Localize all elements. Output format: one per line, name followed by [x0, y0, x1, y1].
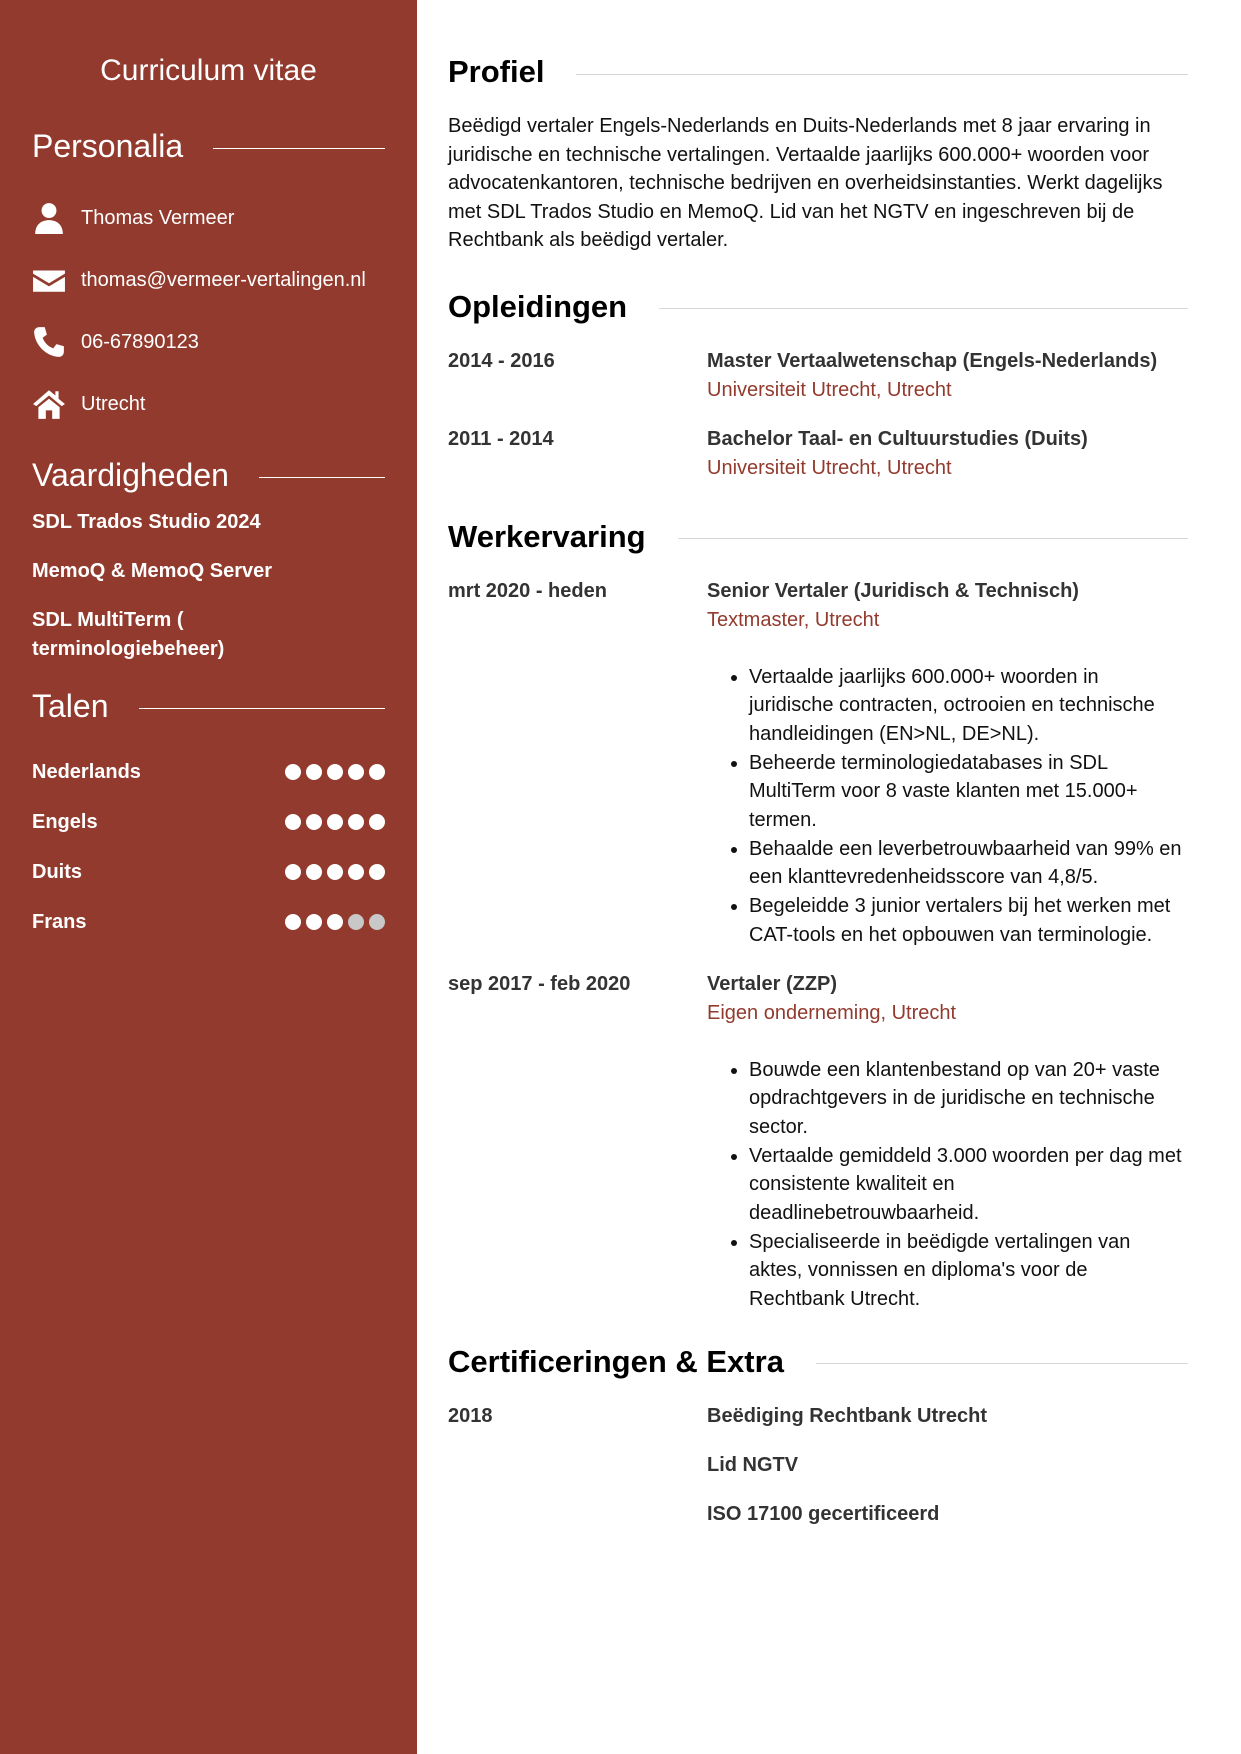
experience-section — [448, 519, 1188, 1314]
entry-date: sep 2017 - feb 2020 — [448, 972, 631, 995]
skills-heading-label: Vaardigheden — [32, 457, 229, 493]
level-dot-filled — [327, 914, 343, 930]
contact-location — [32, 373, 385, 435]
certification-item: Beëdiging Rechtbank Utrecht — [707, 1404, 988, 1427]
language-level — [285, 764, 385, 780]
level-dot-filled — [306, 764, 322, 780]
certifications-heading — [448, 1344, 1188, 1380]
person-icon — [32, 201, 66, 235]
entry-date: 2014 - 2016 — [448, 349, 555, 372]
contact-email-value[interactable]: thomas@vermeer-vertalingen.nl — [81, 268, 366, 291]
entry-date: 2018 — [448, 1404, 493, 1427]
entry-title: Bachelor Taal- en Cultuurstudies (Duits) — [707, 427, 1088, 450]
language-level — [285, 864, 385, 880]
entry-date: mrt 2020 - heden — [448, 579, 607, 602]
contact-email — [32, 249, 385, 311]
entry-body — [707, 577, 1188, 950]
language-level — [285, 914, 385, 930]
heading-divider — [259, 477, 385, 478]
level-dot-filled — [327, 864, 343, 880]
phone-icon — [32, 325, 66, 359]
contact-name — [32, 187, 385, 249]
personal-heading — [32, 128, 385, 165]
language-name: Nederlands — [32, 760, 141, 783]
bullet-item: • Vertaalde gemiddeld 3.000 woorden per dag met consistente kwaliteit en deadlinebetrouwbaarheid. — [749, 1142, 1188, 1228]
contact-location-value: Utrecht — [81, 392, 146, 415]
entry-organization: Universiteit Utrecht, Utrecht — [707, 456, 952, 479]
education-entry — [448, 425, 1188, 483]
level-dot-filled — [369, 864, 385, 880]
level-dot-filled — [285, 864, 301, 880]
certifications-heading-label: Certificeringen & Extra — [448, 1343, 784, 1379]
entry-body — [707, 970, 1188, 1314]
contact-phone — [32, 311, 385, 373]
level-dot-filled — [327, 814, 343, 830]
level-dot-filled — [306, 914, 322, 930]
bullet-item: • Specialiseerde in beëdigde vertalingen van aktes, vonnissen en diploma's voor de Rechtbank Utrecht. — [749, 1228, 1188, 1314]
entry-title: Senior Vertaler (Juridisch & Technisch) — [707, 579, 1079, 602]
skill-item: MemoQ & MemoQ Server — [32, 560, 273, 582]
education-heading — [448, 289, 1188, 325]
skill-item: SDL MultiTerm ( terminologiebeheer) — [32, 609, 225, 660]
level-dot-filled — [306, 864, 322, 880]
entry-organization: Eigen onderneming, Utrecht — [707, 1001, 957, 1024]
entry-bullets — [707, 1056, 1188, 1314]
certification-item: ISO 17100 gecertificeerd — [707, 1502, 940, 1525]
document-title: Curriculum vitae — [100, 54, 317, 87]
home-icon — [32, 387, 66, 421]
entry-date: 2011 - 2014 — [448, 427, 554, 450]
experience-entry — [448, 577, 1188, 950]
heading-divider — [659, 308, 1188, 309]
certification-item: Lid NGTV — [707, 1453, 799, 1476]
heading-divider — [576, 74, 1188, 75]
language-row — [32, 897, 385, 947]
level-dot-filled — [285, 764, 301, 780]
profile-heading — [448, 54, 1188, 90]
education-entry — [448, 347, 1188, 405]
entry-body — [707, 1402, 1188, 1529]
bullet-item: • Behaalde een leverbetrouwbaarheid van 99% en een klanttevredenheidsscore van 4,8/5. — [749, 835, 1188, 892]
language-row — [32, 797, 385, 847]
heading-divider — [816, 1363, 1188, 1364]
bullet-item: • Beheerde terminologiedatabases in SDL MultiTerm voor 8 vaste klanten met 15.000+ termen. — [749, 749, 1188, 835]
language-row — [32, 847, 385, 897]
languages-list — [32, 747, 385, 947]
languages-heading-label: Talen — [32, 688, 109, 724]
languages-heading — [32, 688, 385, 725]
profile-section — [448, 0, 1188, 255]
entry-body — [707, 347, 1188, 405]
education-section — [448, 289, 1188, 483]
entry-body — [707, 425, 1188, 483]
contact-list — [32, 187, 385, 435]
level-dot-filled — [285, 914, 301, 930]
bullet-item: • Bouwde een klantenbestand op van 20+ vaste opdrachtgevers in de juridische en technische sector. — [749, 1056, 1188, 1142]
level-dot-empty — [348, 914, 364, 930]
entry-organization: Universiteit Utrecht, Utrecht — [707, 378, 952, 401]
contact-name-value: Thomas Vermeer — [81, 206, 235, 229]
contact-phone-value[interactable]: 06-67890123 — [81, 330, 199, 353]
education-heading-label: Opleidingen — [448, 288, 628, 324]
experience-heading-label: Werkervaring — [448, 518, 646, 554]
entry-organization: Textmaster, Utrecht — [707, 608, 880, 631]
main-content — [448, 0, 1188, 1529]
bullet-item: • Begeleidde 3 junior vertalers bij het werken met CAT-tools en het opbouwen van terminologie. — [749, 892, 1188, 949]
entry-title: Vertaler (ZZP) — [707, 972, 838, 995]
experience-heading — [448, 519, 1188, 555]
experience-entry — [448, 970, 1188, 1314]
level-dot-filled — [369, 814, 385, 830]
certifications-section — [448, 1344, 1188, 1529]
entry-title: Master Vertaalwetenschap (Engels-Nederlands) — [707, 349, 1158, 372]
language-level — [285, 814, 385, 830]
level-dot-filled — [327, 764, 343, 780]
language-name: Frans — [32, 910, 87, 933]
skills-heading — [32, 457, 385, 494]
level-dot-filled — [285, 814, 301, 830]
level-dot-filled — [348, 814, 364, 830]
profile-heading-label: Profiel — [448, 54, 545, 89]
sidebar — [0, 0, 417, 1754]
heading-divider — [139, 708, 386, 709]
profile-text: Beëdigd vertaler Engels-Nederlands en Duits-Nederlands met 8 jaar ervaring in juridische en technische vertalingen. Vertaalde jaarlijks 600.000+ woorden voor advocatenkantoren, technische bedrijven en overheidsinstanties. Werkt dagelijks met SDL Trados Studio en MemoQ. Lid van het NGTV en ingeschreven bij de Rechtbank als beëdigd vertaler. — [448, 115, 1163, 251]
level-dot-empty — [369, 914, 385, 930]
skill-item: SDL Trados Studio 2024 — [32, 511, 261, 533]
level-dot-filled — [369, 764, 385, 780]
certification-entry — [448, 1402, 1188, 1529]
personal-heading-label: Personalia — [32, 128, 184, 164]
bullet-item: • Vertaalde jaarlijks 600.000+ woorden in juridische contracten, octrooien en technische handleidingen (EN>NL, DE>NL). — [749, 663, 1188, 749]
heading-divider — [213, 148, 385, 149]
level-dot-filled — [348, 864, 364, 880]
language-row — [32, 747, 385, 797]
entry-bullets — [707, 663, 1188, 950]
level-dot-filled — [306, 814, 322, 830]
envelope-icon — [32, 263, 66, 297]
skills-list — [32, 508, 385, 664]
level-dot-filled — [348, 764, 364, 780]
language-name: Duits — [32, 860, 82, 883]
language-name: Engels — [32, 810, 98, 833]
heading-divider — [678, 538, 1188, 539]
